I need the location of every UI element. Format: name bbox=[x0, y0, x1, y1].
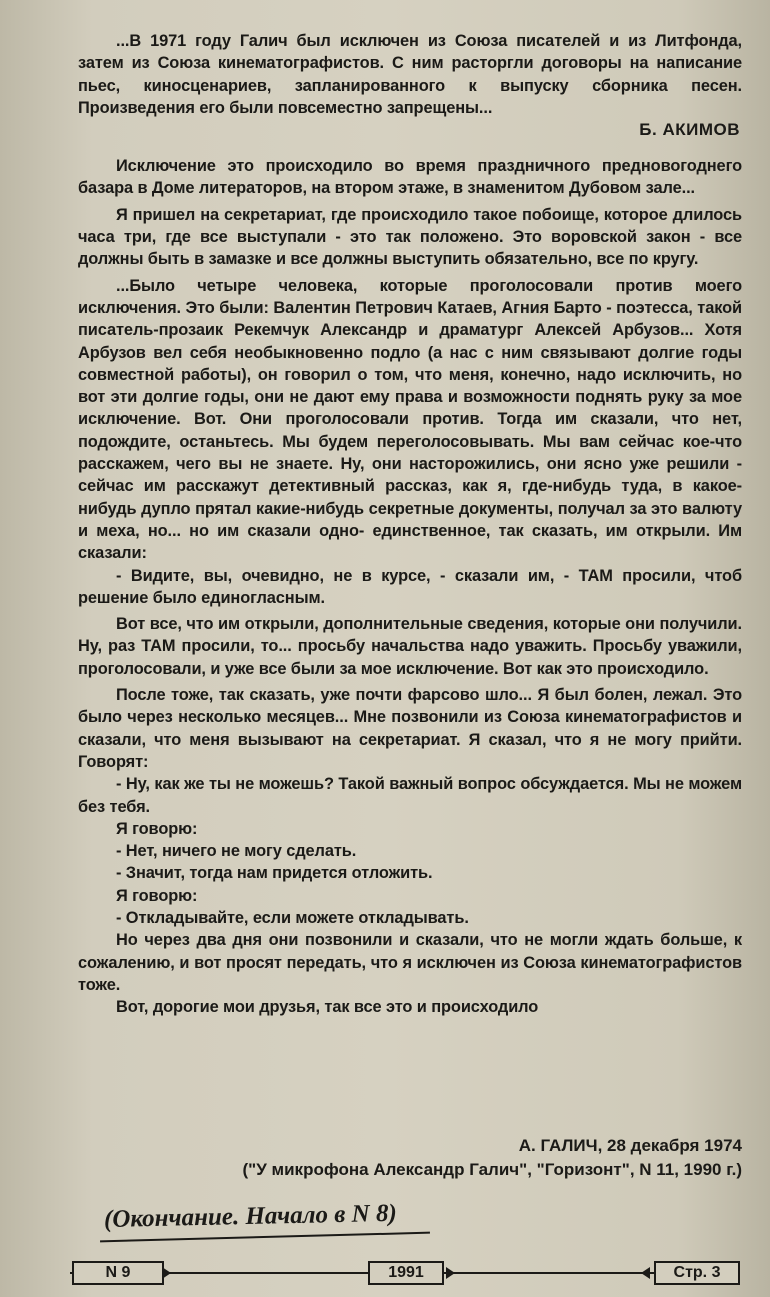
article-signature bbox=[78, 1134, 742, 1182]
page-number: Стр. 3 bbox=[654, 1261, 740, 1285]
arrow-left-icon bbox=[641, 1267, 650, 1279]
body-paragraph: Я говорю: bbox=[116, 819, 198, 838]
body-paragraph: - Откладывайте, если можете откладывать. bbox=[116, 908, 469, 927]
issue-number: N 9 bbox=[72, 1261, 164, 1285]
signature-name-date: А. ГАЛИЧ, 28 декабря 1974 bbox=[518, 1136, 742, 1155]
intro-paragraph: ...В 1971 году Галич был исключен из Союза писателей и из Литфонда, затем из Союза кинематографистов. С ним расторгли договоры на написание пьес, киносценариев, запланированного к выпуску сборника песен. Произведения его были повсеместно запрещены... bbox=[78, 32, 742, 117]
body-paragraph: Я говорю: bbox=[116, 886, 198, 905]
signature-source: ("У микрофона Александр Галич", "Горизонт", N 11, 1990 г.) bbox=[242, 1160, 742, 1179]
body-paragraph: Вот все, что им открыли, дополнительные сведения, которые они получили. Ну, раз ТАМ просили, то... просьбу начальства надо уважить. Просьбу уважили, проголосовали, и уже все были за мое исключение. Вот как это происходило. bbox=[78, 615, 742, 678]
body-paragraph: После тоже, так сказать, уже почти фарсово шло... Я был болен, лежал. Это было через несколько месяцев... Мне позвонили из Союза кинематографистов и сказали, что меня вызывают на секретариат. Я сказал, что я не могу прийти. Говорят: bbox=[78, 686, 742, 771]
issue-year: 1991 bbox=[368, 1261, 444, 1285]
body-paragraph: - Значит, тогда нам придется отложить. bbox=[116, 864, 433, 883]
body-paragraph: - Нет, ничего не могу сделать. bbox=[116, 842, 357, 861]
continuation-underline bbox=[100, 1232, 430, 1243]
page-footer bbox=[70, 1261, 740, 1285]
body-paragraph: Но через два дня они позвонили и сказали, что не могли ждать больше, к сожалению, и вот просят передать, что я исключен из Союза кинематографистов тоже. bbox=[78, 931, 742, 994]
arrow-right-icon bbox=[446, 1267, 455, 1279]
body-paragraph: - Видите, вы, очевидно, не в курсе, - сказали им, - ТАМ просили, чтоб решение было единогласным. bbox=[78, 566, 742, 607]
body-paragraph: Я пришел на секретариат, где происходило такое побоище, которое длилось часа три, где все выступали - это так положено. Это воровской закон - все должны быть в замазке и все должны выступить обязательно, все по кругу. bbox=[78, 205, 742, 269]
intro-author: Б. АКИМОВ bbox=[639, 120, 740, 140]
body-paragraph: Исключение это происходило во время праздничного предновогоднего базара в Доме литераторов, на втором этаже, в знаменитом Дубовом зале... bbox=[78, 157, 742, 198]
body-paragraph: ...Было четыре человека, которые проголосовали против моего исключения. Это были: Валентин Петрович Катаев, Агния Барто - поэтесса, такой писатель-прозаик Рекемчук Александр и драматург Алексей Арбузов... Хотя Арбузов вел себя необыкновенно подло (а нас с ним связывают долгие годы совместной работы), он говорил о том, что меня, конечно, надо исключить, но вот эти долгие годы, они не дают ему права и возможности поднять руку за мое исключение. Вот. Они проголосовали против. Тогда им сказали, что нет, подождите, останьтесь. Мы будем переголосовывать. Мы вам сейчас кое-что расскажем, чего вы не знаете. Ну, они насторожились, они ясно уже решили - сейчас им расскажут детективный рассказ, как я, где-нибудь туда, в какое-нибудь дупло прятал какие-нибудь секретные документы, получал за это валюту и меха, но... но им сказали одно- единственное, так сказать, им открыли. Им сказали: bbox=[78, 276, 742, 563]
body-paragraph: Вот, дорогие мои друзья, так все это и происходило bbox=[116, 998, 539, 1017]
continuation-note: (Окончание. Начало в N 8) bbox=[103, 1199, 398, 1233]
article-column bbox=[78, 30, 742, 1018]
body-paragraph: - Ну, как же ты не можешь? Такой важный вопрос обсуждается. Мы не можем без тебя. bbox=[78, 775, 742, 816]
